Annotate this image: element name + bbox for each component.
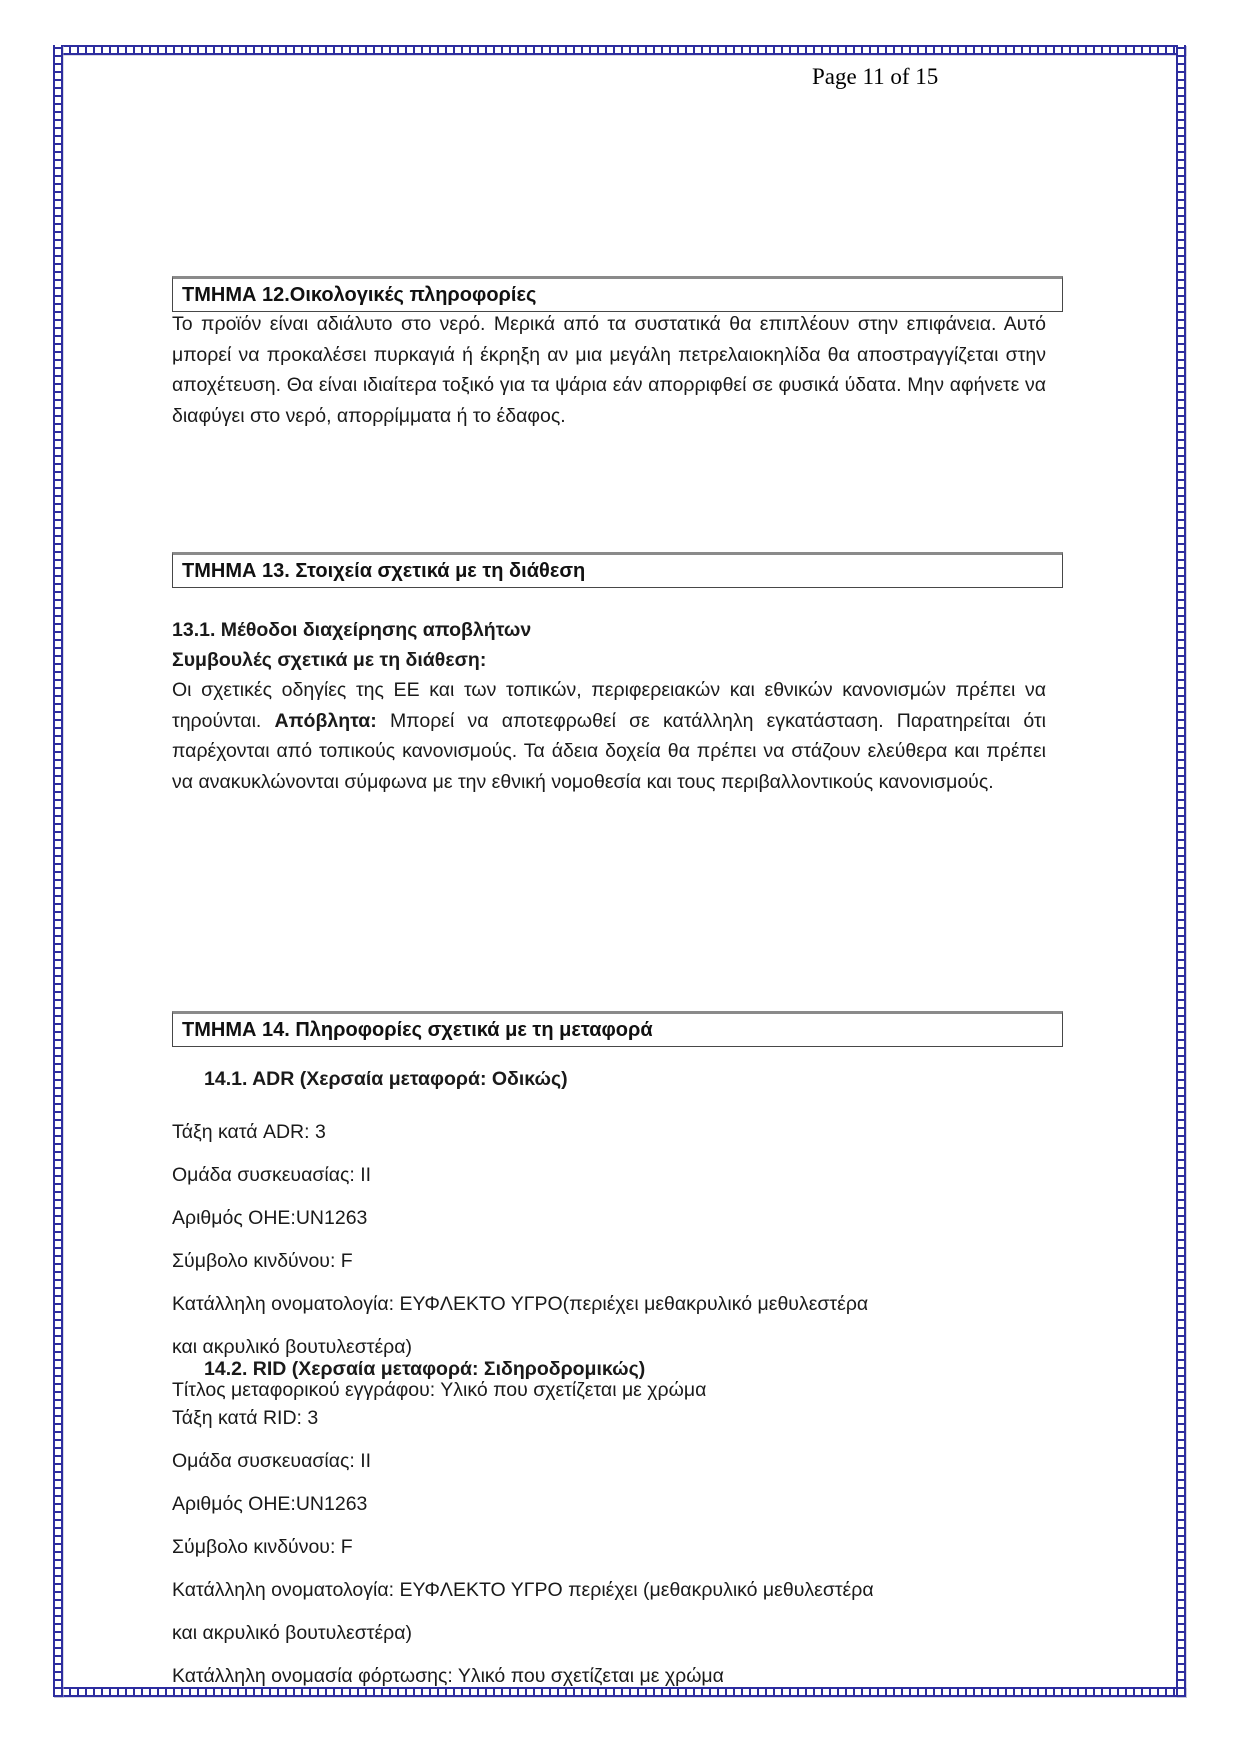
section-13-body-text-2: Μπορεί να αποτεφρωθεί σε κατάλληλη εγκατάσταση. Παρατηρείται ότι παρέχονται από τοπικούς κανονισμούς. Τα άδεια δοχεία θα πρέπει να στάζουν ελεύθερα και πρέπει να ανακυκλώνονται σύμφωνα με την εθνική νομοθεσία και τους περιβαλλοντικούς κανονισμούς. <box>172 709 1046 793</box>
rid-shipping-name-line: Κατάλληλη ονομασία φόρτωσης: Υλικό που σχετίζεται με χρώμα <box>172 1665 724 1687</box>
section-13-body-text-1: Οι σχετικές οδηγίες της ΕΕ και των τοπικών, περιφερειακών και εθνικών κανονισμών πρέπει να τηρούνται. <box>172 679 1046 732</box>
page-number: Page 11 of 15 <box>812 64 939 89</box>
subsection-14-2-lines <box>172 1397 1063 1698</box>
adr-un-number-line: Αριθμός ΟΗΕ:UN1263 <box>172 1207 368 1229</box>
page-art-border-left <box>53 45 63 1697</box>
section-12-body: Το προϊόν είναι αδιάλυτο στο νερό. Μερικά από τα συστατικά θα επιπλέουν στην επιφάνεια. Αυτό μπορεί να προκαλέσει πυρκαγιά ή έκρηξη αν μια μεγάλη πετρελαιοκηλίδα θα αποστραγγίζεται στην αποχέτευση. Θα είναι ιδιαίτερα τοξικό για τα ψάρια εάν απορριφθεί σε φυσικά ύδατα. Μην αφήνετε να διαφύγει στο νερό, απορρίμματα ή το έδαφος. <box>172 313 1046 427</box>
subsection-14-2-heading: 14.2. RID (Χερσαία μεταφορά: Σιδηροδρομικώς) <box>204 1358 646 1380</box>
adr-class-line: Τάξη κατά ADR: 3 <box>172 1121 326 1143</box>
subsection-14-1-heading: 14.1. ADR (Χερσαία μεταφορά: Οδικώς) <box>204 1068 568 1090</box>
rid-packing-group-line: Ομάδα συσκευασίας: II <box>172 1450 372 1472</box>
adr-proper-name-line-2: και ακρυλικό βουτυλεστέρα) <box>172 1336 412 1358</box>
rid-hazard-symbol-line: Σύμβολο κινδύνου: F <box>172 1536 353 1558</box>
page-art-border-top <box>53 45 1186 55</box>
section-13-header-box <box>172 552 1063 588</box>
section-12-header-box <box>172 276 1063 312</box>
section-14-title: ΤΜΗΜΑ 14. Πληροφορίες σχετικά με τη μεταφορά <box>182 1018 653 1041</box>
section-13-body <box>172 675 1046 797</box>
waste-bold-term: Απόβλητα: <box>274 709 377 732</box>
section-14-header-box <box>172 1011 1063 1047</box>
section-13-title: ΤΜΗΜΑ 13. Στοιχεία σχετικά με τη διάθεση <box>182 559 586 582</box>
adr-document-title-line: Τίτλος μεταφορικού εγγράφου: Υλικό που σχετίζεται με χρώμα <box>172 1379 707 1401</box>
adr-packing-group-line: Ομάδα συσκευασίας: II <box>172 1164 372 1186</box>
page-art-border-right <box>1176 45 1186 1697</box>
rid-proper-name-line-2: και ακρυλικό βουτυλεστέρα) <box>172 1622 412 1644</box>
rid-class-line: Τάξη κατά RID: 3 <box>172 1407 319 1429</box>
rid-proper-name-line: Κατάλληλη ονοματολογία: ΕΥΦΛΕΚΤΟ ΥΓΡΟ περιέχει (μεθακρυλικό μεθυλεστέρα <box>172 1579 874 1601</box>
adr-hazard-symbol-line: Σύμβολο κινδύνου: F <box>172 1250 353 1272</box>
subheading-waste-methods: 13.1. Μέθοδοι διαχείρησης αποβλήτων <box>172 619 532 641</box>
section-13-subheadings <box>172 615 1046 675</box>
subheading-disposal-advice: Συμβουλές σχετικά με τη διάθεση: <box>172 649 487 671</box>
rid-un-number-line: Αριθμός ΟΗΕ:UN1263 <box>172 1493 368 1515</box>
section-12-title: ΤΜΗΜΑ 12.Οικολογικές πληροφορίες <box>182 283 537 306</box>
adr-proper-name-line: Κατάλληλη ονοματολογία: ΕΥΦΛΕΚΤΟ ΥΓΡΟ(περιέχει μεθακρυλικό μεθυλεστέρα <box>172 1293 869 1315</box>
